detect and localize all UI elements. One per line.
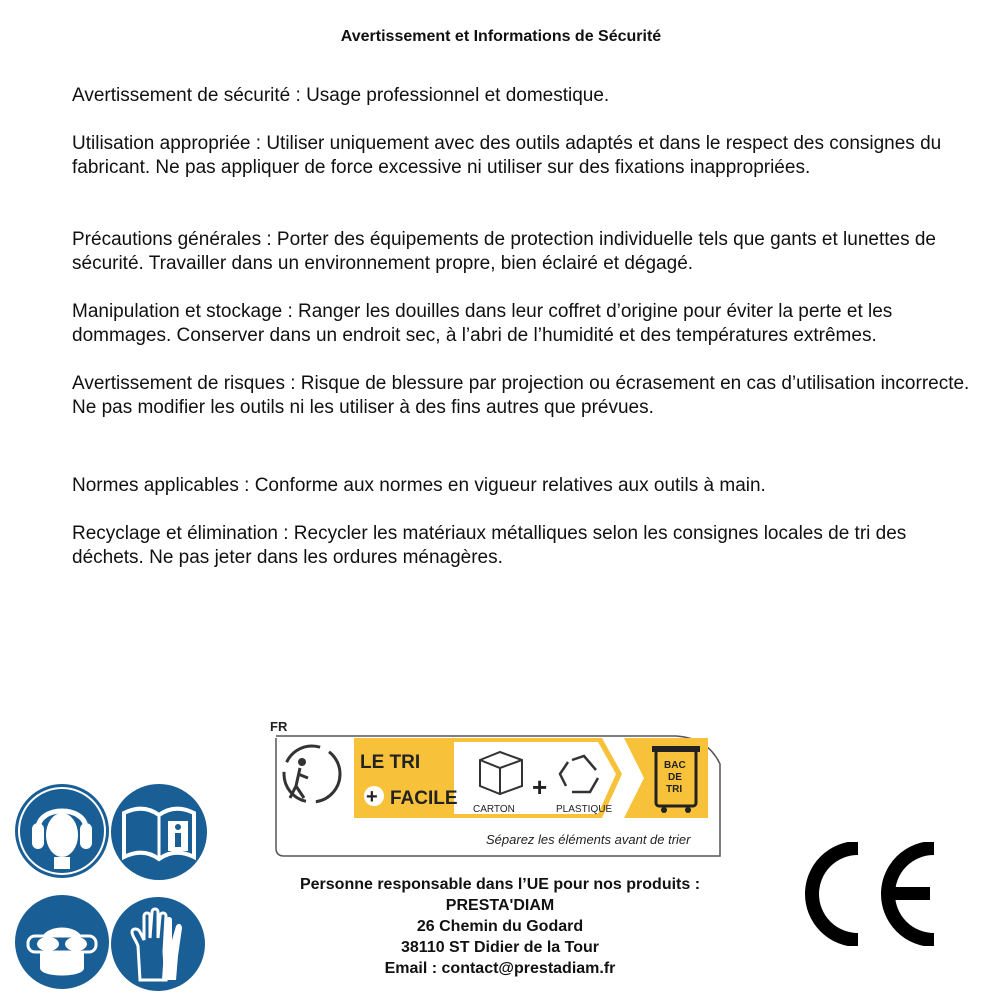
triman-plus-badge: + [366,786,378,808]
email-contact: Email : contact@prestadiam.fr [384,960,616,977]
bac-label: BAC [664,760,686,771]
triman-plus: + [532,772,548,802]
street-address: 26 Chemin du Godard [416,918,584,935]
applicable-standards-text: Normes applicables : Conforme aux normes en vigueur relatives aux outils à main. [72,475,766,496]
general-precautions-text: Précautions générales : Porter des équipements de protection individuelle tels que gants et lunettes de sécurité. Travailler dans un environnement propre, bien éclairé et dégagé. [72,229,936,274]
tri-label: TRI [666,784,683,795]
plastique-label: PLASTIQUE [556,804,613,815]
city-address: 38110 ST Didier de la Tour [401,939,599,956]
triman-footer: Séparez les éléments avant de trier [486,832,691,847]
triman-line2: FACILE [390,788,458,809]
handling-storage-text: Manipulation et stockage : Ranger les douilles dans leur coffret d’origine pour éviter la perte et les dommages. Conserver dans un endroit sec, à l’abri de l’humidité et des températures extrêmes. [72,301,893,346]
safety-warning-text: Avertissement de sécurité : Usage professionnel et domestique. [72,85,610,106]
ear-protection-icon [14,783,110,879]
risk-warning-text: Avertissement de risques : Risque de blessure par projection ou écrasement en cas d’utilisation incorrecte. Ne pas modifier les outils ni les utiliser à des fins autres que prévues. [72,373,970,418]
safety-glasses-icon [14,894,110,990]
carton-label: CARTON [473,804,515,815]
triman-recycling-label [268,716,728,860]
read-manual-icon [110,783,208,881]
ce-mark-icon [796,842,942,946]
triman-icon [268,716,728,860]
triman-country: FR [270,719,288,734]
responsible-person-block [250,874,750,979]
responsible-heading: Personne responsable dans l’UE pour nos produits : [299,876,701,893]
triman-line1: LE TRI [360,752,421,773]
safety-gloves-icon [110,896,206,992]
recycling-text: Recyclage et élimination : Recycler les matériaux métalliques selon les consignes locales de tri des déchets. Ne pas jeter dans les ordures ménagères. [72,523,907,568]
de-label: DE [668,772,682,783]
company-name: PRESTA'DIAM [445,897,555,914]
appropriate-use-text: Utilisation appropriée : Utiliser uniquement avec des outils adaptés et dans le respect des consignes du fabricant. Ne pas appliquer de force excessive ni utiliser sur des fixations inappropriées. [72,133,942,178]
page-title: Avertissement et Informations de Sécurité [340,28,662,45]
